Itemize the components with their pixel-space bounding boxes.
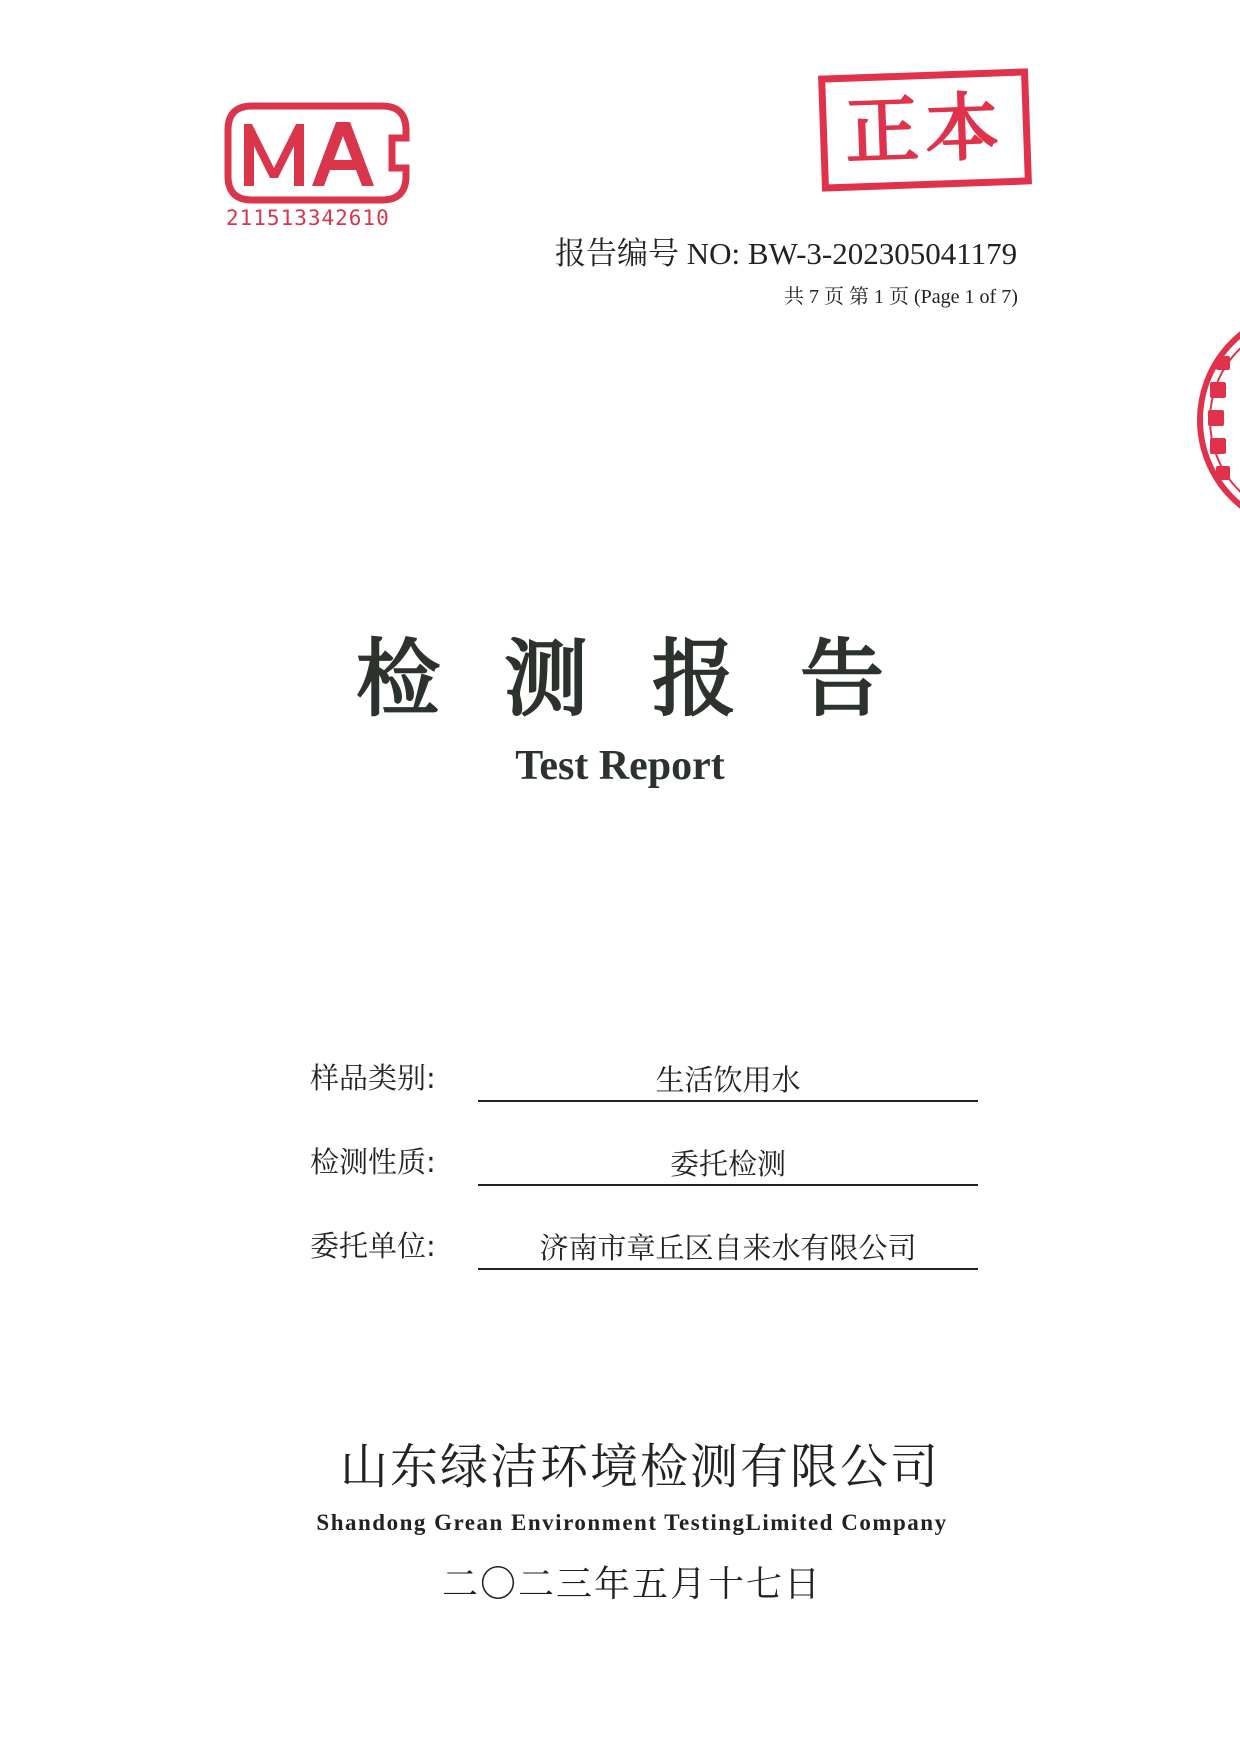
ma-logo-icon bbox=[222, 98, 412, 208]
title-char: 报 bbox=[652, 629, 737, 728]
company-seal-partial bbox=[1160, 320, 1240, 520]
field-client bbox=[310, 1224, 980, 1274]
field-label: 样品类别: bbox=[310, 1061, 436, 1095]
company-name-en: Shandong Grean Environment TestingLimited Company bbox=[316, 1510, 948, 1535]
field-label: 检测性质: bbox=[310, 1145, 436, 1179]
field-value: 委托检测 bbox=[669, 1147, 786, 1181]
field-value: 济南市章丘区自来水有限公司 bbox=[539, 1231, 917, 1265]
company-name-cn: 山东绿洁环境检测有限公司 bbox=[339, 1439, 940, 1495]
original-copy-stamp bbox=[818, 68, 1032, 191]
field-sample-category bbox=[310, 1056, 980, 1106]
field-value: 生活饮用水 bbox=[655, 1063, 801, 1097]
field-label: 委托单位: bbox=[310, 1229, 436, 1263]
report-title-en: Test Report bbox=[515, 743, 725, 789]
field-value-line bbox=[478, 1224, 978, 1270]
field-value-line bbox=[478, 1140, 978, 1186]
field-value-line bbox=[478, 1056, 978, 1102]
ma-certificate-number: 211513342610 bbox=[226, 206, 390, 230]
original-copy-stamp-text: 正本 bbox=[843, 84, 1007, 176]
report-title-cn bbox=[0, 612, 1240, 733]
title-char: 测 bbox=[503, 629, 588, 728]
report-number: 报告编号 NO: BW-3-202305041179 bbox=[555, 236, 1018, 271]
title-char: 检 bbox=[355, 629, 440, 728]
page-info: 共 7 页 第 1 页 (Page 1 of 7) bbox=[784, 286, 1018, 308]
ma-certification-stamp bbox=[222, 98, 412, 238]
title-char: 告 bbox=[800, 629, 885, 728]
field-test-nature bbox=[310, 1140, 980, 1190]
report-date: 二〇二三年五月十七日 bbox=[441, 1564, 822, 1605]
